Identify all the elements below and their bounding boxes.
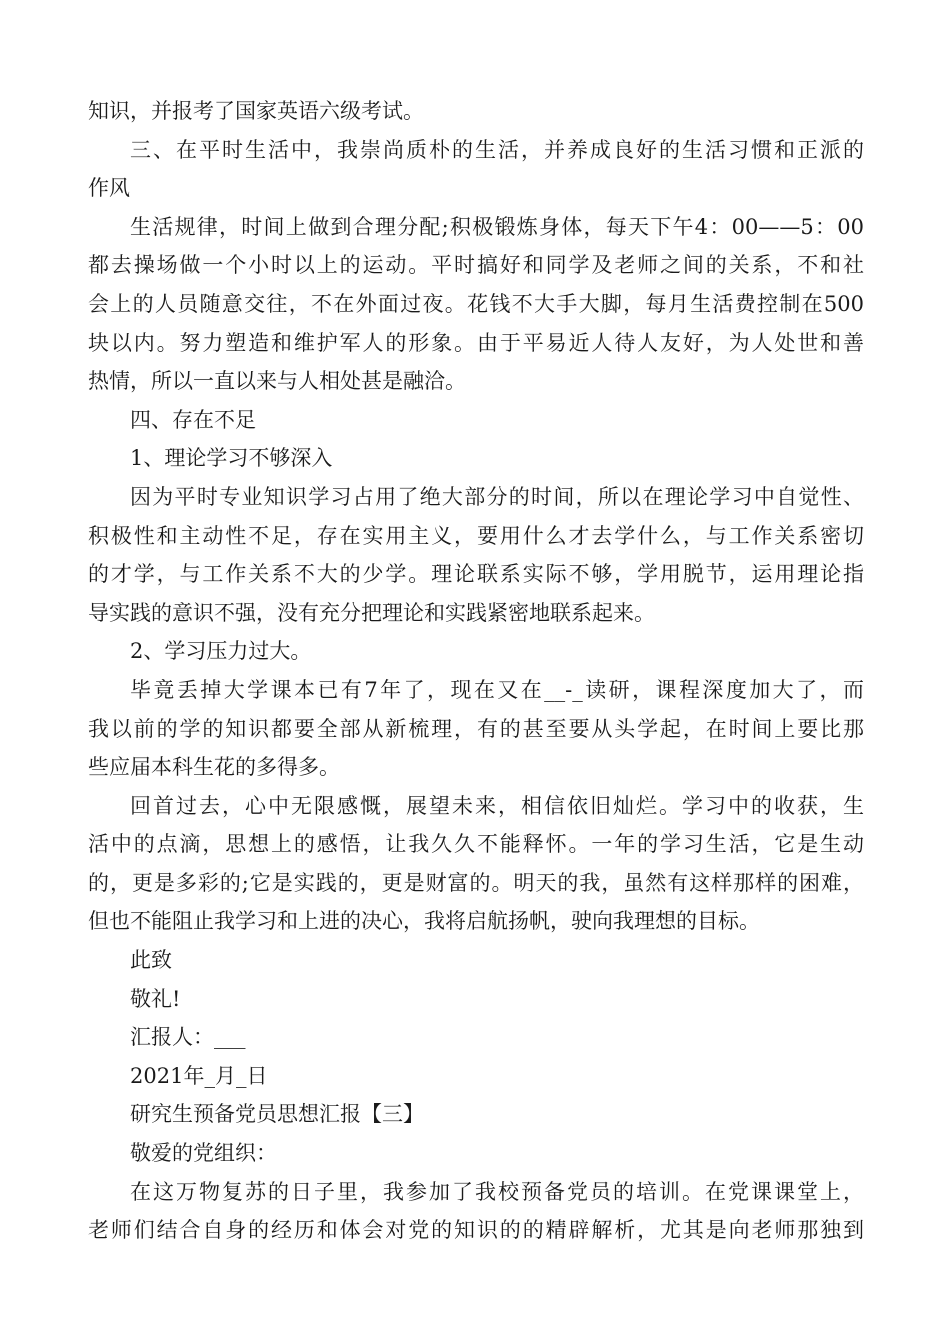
paragraph-line: 回首过去，心中无限感慨，展望未来，相信依旧灿烂。学习中的收获，生: [130, 793, 864, 818]
paragraph-line: 的，更是多彩的;它是实践的，更是财富的。明天的我，虽然有这样那样的困难，: [88, 870, 864, 895]
paragraph-line: 块以内。努力塑造和维护军人的形象。由于平易近人待人友好，为人处世和善: [88, 330, 864, 355]
subheading-line: 2、学习压力过大。: [130, 639, 312, 664]
section-heading-line: 作风: [88, 176, 130, 201]
paragraph-line: 在这万物复苏的日子里，我参加了我校预备党员的培训。在党课课堂上，: [130, 1179, 864, 1204]
date-line: 2021年_月_日: [130, 1063, 268, 1088]
section-heading-line: 三、在平时生活中，我崇尚质朴的生活，并养成良好的生活习惯和正派的: [130, 137, 864, 162]
paragraph-line: 导实践的意识不强，没有充分把理论和实践紧密地联系起来。: [88, 600, 655, 625]
paragraph-line: 生活规律，时间上做到合理分配;积极锻炼身体，每天下午4：00——5：00: [130, 214, 864, 239]
paragraph-line: 积极性和主动性不足，存在实用主义，要用什么才去学什么，与工作关系密切: [88, 523, 864, 548]
document-title-line: 研究生预备党员思想汇报【三】: [130, 1102, 424, 1127]
reporter-line: 汇报人：___: [130, 1025, 246, 1050]
closing-line: 此致: [130, 948, 172, 973]
document-body: [88, 92, 864, 1250]
paragraph-line: 知识，并报考了国家英语六级考试。: [88, 99, 424, 123]
paragraph-line: 热情，所以一直以来与人相处甚是融洽。: [88, 369, 466, 394]
paragraph-line: 我以前的学的知识都要全部从新梳理，有的甚至要从头学起，在时间上要比那: [88, 716, 864, 741]
paragraph-line: 些应届本科生花的多得多。: [88, 755, 340, 780]
paragraph-line: 都去操场做一个小时以上的运动。平时搞好和同学及老师之间的关系，不和社: [88, 253, 864, 278]
paragraph-line: 但也不能阻止我学习和上进的决心，我将启航扬帆，驶向我理想的目标。: [88, 909, 760, 934]
subheading-line: 1、理论学习不够深入: [130, 446, 333, 471]
paragraph-line: 活中的点滴，思想上的感悟，让我久久不能释怀。一年的学习生活，它是生动: [88, 832, 864, 857]
salutation-line: 敬爱的党组织：: [130, 1141, 277, 1166]
closing-line: 敬礼!: [130, 986, 181, 1011]
paragraph-line: 会上的人员随意交往，不在外面过夜。花钱不大手大脚，每月生活费控制在500: [88, 291, 864, 316]
paragraph-line: 老师们结合自身的经历和体会对党的知识的的精辟解析，尤其是向老师那独到: [88, 1218, 864, 1243]
paragraph-line: 毕竟丢掉大学课本已有7年了，现在又在__-_读研，课程深度加大了，而: [130, 677, 864, 702]
paragraph-line: 因为平时专业知识学习占用了绝大部分的时间，所以在理论学习中自觉性、: [130, 484, 864, 509]
paragraph-line: 的才学，与工作关系不大的少学。理论联系实际不够，学用脱节，运用理论指: [88, 562, 864, 587]
section-heading-line: 四、存在不足: [130, 407, 256, 432]
